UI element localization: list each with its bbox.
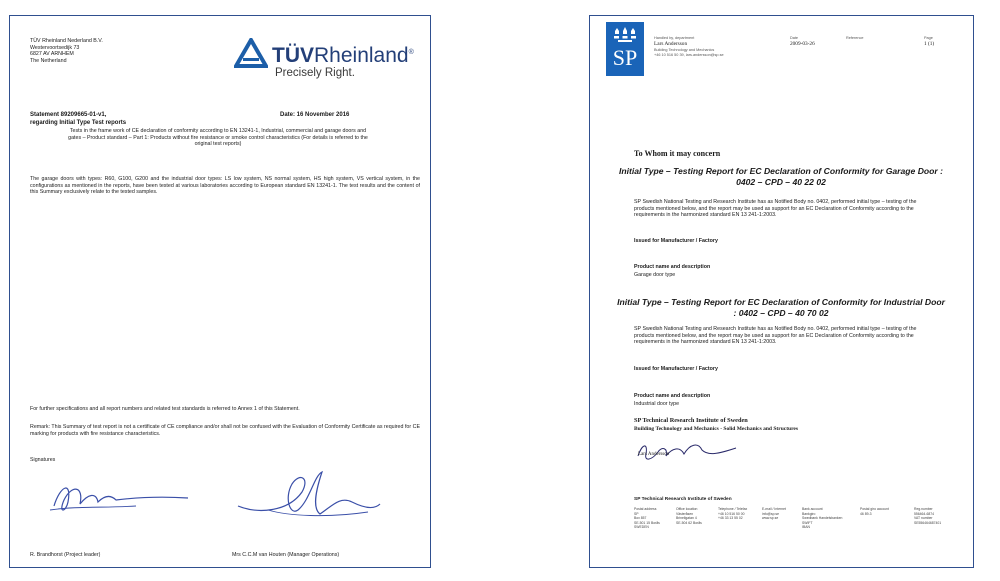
- footer-text: SWEDEN: [634, 525, 649, 530]
- footer-text: Telephone / Telefax: [718, 507, 748, 511]
- reference-label: Reference: [846, 36, 864, 40]
- header-handled-by: [654, 36, 764, 58]
- tuv-logo: [234, 38, 419, 93]
- footer-text: IBAN: [802, 525, 810, 530]
- footer-text: Brinellgatan 4: [676, 516, 697, 521]
- heading-industrial-door: Initial Type – Testing Report for EC Declaration of Conformity for Industrial Door : 0402 – CPD – 40 70 02: [617, 297, 945, 318]
- footer-text: Bank account: [802, 507, 823, 511]
- footer-text: info@sp.se: [762, 511, 780, 516]
- sp-logo-text: SP: [612, 45, 638, 70]
- date-value: 2009-03-26: [790, 41, 815, 47]
- footer-text: Office location: [676, 507, 698, 511]
- issued-for-2: Issued for Manufacturer / Factory: [634, 366, 718, 372]
- salutation: To Whom it may concern: [634, 149, 721, 158]
- footer-text: 556464-6874: [914, 511, 934, 516]
- footer-text: Bankgiro: [802, 511, 816, 516]
- signature-left: [46, 476, 196, 520]
- statement-further-specs: For further specifications and all report numbers and related test standards is referred to Annex 1 of this Statement.: [30, 406, 300, 412]
- footer-text: Postal giro account: [860, 507, 889, 511]
- page-label: Page: [924, 36, 933, 40]
- footer-text: SP: [634, 511, 639, 516]
- institute-name: SP Technical Research Institute of Sweden: [634, 417, 748, 424]
- footer-text: Postal address: [634, 507, 657, 511]
- signatures-label: Signatures: [30, 457, 56, 463]
- tuv-triangle-icon: [234, 38, 268, 68]
- sp-letter-document: [589, 15, 974, 568]
- page-value: 1 (1): [924, 41, 935, 47]
- product-desc-1: Garage door type: [634, 272, 676, 278]
- footer-col-phone: [718, 507, 747, 521]
- statement-remark: Remark: This Summary of test report is not a certificate of CE compliance and/or shall not be confused with the Evaluation of Conformity Certificate as required for CE marking for products with fire resistance characteristics.: [30, 424, 420, 437]
- sp-logo: [606, 22, 644, 76]
- footer-col-office: [676, 507, 702, 525]
- institute-department: Building Technology and Mechanics - Solid Mechanics and Structures: [634, 426, 799, 432]
- statement-intro: Tests in the frame work of CE declaration of conformity according to EN 13241-1, Industrial, commercial and garage doors and gates – Product standard – Part 1: Products without fire resistance or smoke control characteristics (For details is referred to the original test reports): [68, 128, 368, 148]
- footer-col-email: [762, 507, 786, 521]
- tuv-brand-rest: Rheinland: [314, 44, 409, 67]
- footer-text: E-mail / Internet: [762, 507, 786, 511]
- footer-text: Västeråsen: [676, 511, 694, 516]
- tuv-registered-mark: ®: [408, 49, 414, 56]
- issued-for-1: Issued for Manufacturer / Factory: [634, 238, 718, 244]
- header-page: [924, 36, 934, 48]
- footer-text: SE-504 62 Borås: [676, 520, 702, 525]
- footer-col-giro: [860, 507, 889, 516]
- statement-body: The garage doors with types: R60, G100, G200 and the industrial door types: LS low system, NS normal system, HS high system, VS vertical system, in the configurations as mentioned in the reports, have been tested at various laboratories according to European standard EN 13241-1. The test results and the content of this Summary exclusively relate to the tested samples.: [30, 176, 420, 196]
- footer-text: SWIFT: [802, 520, 813, 525]
- tuv-tagline: Precisely Right.: [275, 67, 355, 79]
- tuv-brand-bold: TÜV: [272, 44, 314, 67]
- date-label: Date: [790, 36, 799, 40]
- footer-text: VAT number: [914, 516, 933, 521]
- footer-text: +46 10 516 50 00: [718, 511, 745, 516]
- statement-id: Statement 89209665-01-v1,: [30, 112, 107, 118]
- heading-garage-door: Initial Type – Testing Report for EC Declaration of Conformity for Garage Door : 0402 – CPD – 40 22 02: [618, 166, 944, 187]
- footer-text: www.sp.se: [762, 516, 779, 521]
- footer-col-reg: [914, 507, 941, 525]
- handled-label: Handled by, department: [654, 36, 695, 40]
- footer-text: Swedbank Handelsbanken: [802, 516, 843, 521]
- footer-text: SE-501 15 Borås: [634, 520, 660, 525]
- footer-text: SE556464687401: [914, 520, 942, 525]
- signature-sp: [632, 436, 742, 464]
- crown-icon: [612, 26, 638, 44]
- tuv-address-line: Westervoortsedijk 73: [30, 44, 80, 51]
- footer-col-bank: [802, 507, 842, 530]
- signer-left-name: R. Brandhorst (Project leader): [30, 552, 101, 558]
- tuv-address-line: The Netherland: [30, 57, 67, 64]
- paragraph-garage-door: SP Swedish National Testing and Research Institute has as Notified Body no. 0402, performed initial type – testing of the products mentioned below, and the report may be used as support for an EC Declaration of Conformity according to the requirements in the harmonized standard EN 13 241-1:2003.: [634, 199, 917, 219]
- footer-text: +46 33 13 55 02: [718, 516, 743, 521]
- product-label-2: Product name and description: [634, 393, 711, 399]
- handled-dept: Building Technology and Mechanics: [654, 47, 715, 52]
- statement-regarding: regarding Initial Type Test reports: [30, 120, 127, 126]
- statement-date: Date: 16 November 2016: [280, 112, 350, 118]
- header-date: [790, 36, 815, 48]
- handled-contact: +46 10 516 50 39, lars.andersson@sp.se: [654, 52, 724, 57]
- signature-right: [228, 466, 388, 530]
- signer-right-name: Mrs C.C.M van Houten (Manager Operations): [232, 552, 340, 558]
- tuv-address-line: TÜV Rheinland Nederland B.V.: [30, 38, 103, 44]
- footer-text: 46 89-3: [860, 511, 872, 516]
- header-reference: [846, 36, 864, 41]
- tuv-address-line: 6827 AV ARNHEM: [30, 51, 74, 58]
- footer-text: Reg.number: [914, 507, 933, 511]
- tuv-address: [30, 38, 190, 64]
- paragraph-industrial-door: SP Swedish National Testing and Research Institute has as Notified Body no. 0402, performed initial type – testing of the products mentioned below, and the report may be used as support for an EC Declaration of Conformity according to the requirements in the harmonized standard EN 13 241-1:2003.: [634, 326, 917, 346]
- footer-text: Box 857: [634, 516, 647, 521]
- signer-name: Lars Andersson: [638, 452, 670, 457]
- footer-col-postal: [634, 507, 660, 530]
- product-label-1: Product name and description: [634, 264, 711, 270]
- tuv-brand-name: [272, 41, 414, 68]
- handled-name: Lars Andersson: [654, 41, 688, 47]
- footer-title: SP Technical Research Institute of Sweden: [634, 497, 732, 502]
- product-desc-2: Industrial door type: [634, 401, 680, 407]
- tuv-statement-document: [9, 15, 431, 568]
